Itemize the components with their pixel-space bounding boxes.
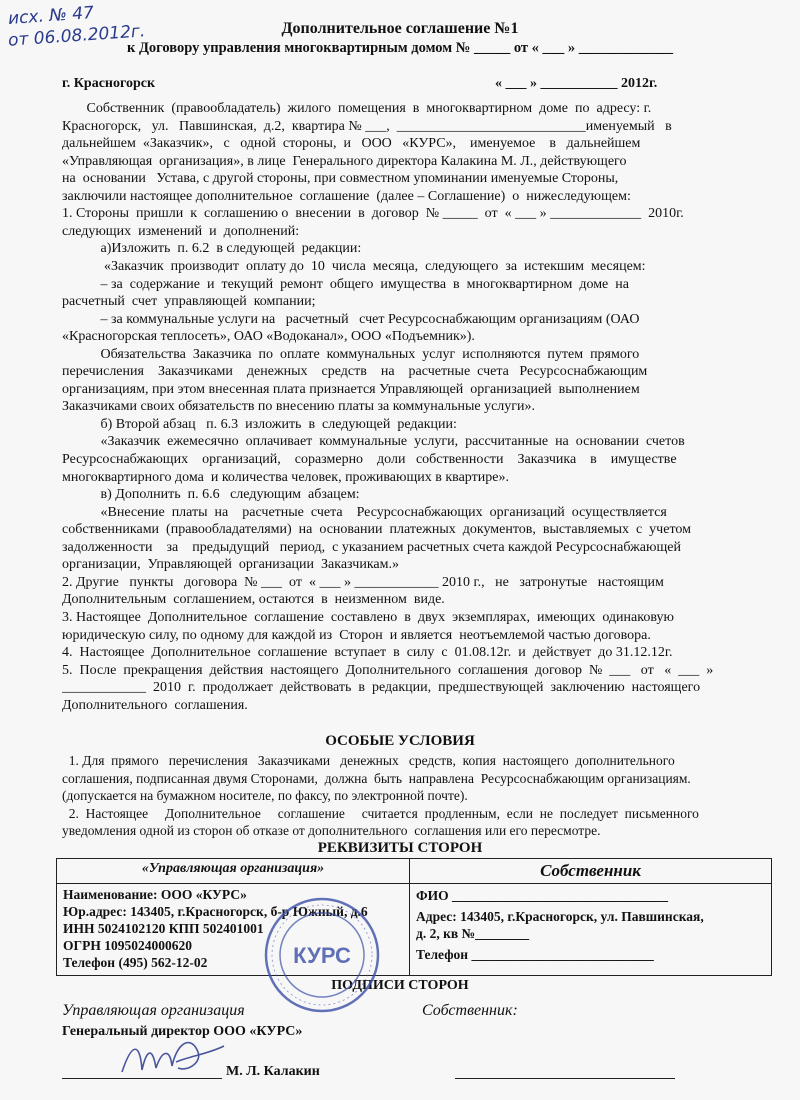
body-line: юридическую силу, по одному для каждой из Сторон и является неотъемлемой частью договора.: [62, 627, 651, 643]
special-line: 1. Для прямого перечисления Заказчиками денежных средств, копия настоящего дополнительного: [62, 753, 675, 768]
body-line: 4. Настоящее Дополнительное соглашение вступает в силу с 01.08.12г. и действует до 31.12.12г.: [62, 645, 673, 661]
document-title: Дополнительное соглашение №1: [281, 20, 519, 37]
body-line: 1. Стороны пришли к соглашению о внесении в договор № _____ от « ___ » _____________ 2010г.: [62, 206, 684, 222]
body-line: дальнейшем «Заказчик», с одной стороны, и ООО «КУРС», именуемое в дальнейшем: [62, 136, 641, 152]
body-line: Дополнительного соглашения.: [62, 697, 248, 713]
body-line: 2. Другие пункты договора № ___ от « ___ » ____________ 2010 г., не затронутые настоящим: [62, 574, 664, 590]
body-line: расчетный счет управляющей компании;: [62, 294, 316, 310]
body-line: Собственник (правообладатель) жилого помещения в многоквартирном доме по адресу: г.: [62, 101, 652, 116]
sign-right-title: Собственник:: [422, 1002, 518, 1019]
special-conditions-title: ОСОБЫЕ УСЛОВИЯ: [325, 733, 475, 749]
right-signature-line: [455, 1078, 675, 1079]
body-line: «Заказчик ежемесячно оплачивает коммунальные услуги, рассчитанные на основании счетов: [62, 434, 685, 450]
special-line: (допускается на бумажном носителе, по факсу, по электронной почте).: [62, 788, 468, 803]
table-header-management: «Управляющая организация»: [57, 859, 410, 884]
body-line: «Заказчик производит оплату до 10 числа месяца, следующего за истекшим месяцем:: [62, 258, 646, 274]
handwritten-outgoing-number: исх. № 47: [7, 3, 95, 29]
table-header-owner: Собственник: [410, 859, 772, 884]
body-line: заключили настоящее дополнительное соглашение (далее – Соглашение) о нижеследующем:: [62, 188, 631, 204]
document-subtitle: к Договору управления многоквартирным домом № _____ от « ___ » _____________: [126, 40, 674, 56]
body-line: организации, Управляющей организации Заказчикам.»: [62, 557, 399, 573]
owner-line: Телефон ___________________________: [416, 947, 654, 962]
owner-line: Адрес: 143405, г.Красногорск, ул. Павшинская,: [416, 909, 704, 924]
body-line: следующих изменений и дополнений:: [62, 223, 300, 239]
body-line: Дополнительным соглашением, остаются в неизменном виде.: [62, 592, 445, 608]
body-line: «Красногорская теплосеть», ОАО «Водоканал», ООО «Подъемник»).: [62, 329, 475, 345]
mgmt-line: ИНН 5024102120 КПП 502401001: [63, 921, 264, 936]
mgmt-line: Телефон (495) 562-12-02: [63, 955, 208, 970]
owner-requisites-cell: [410, 884, 772, 976]
mgmt-line: ОГРН 1095024000620: [63, 938, 192, 953]
requisites-table: [56, 858, 772, 976]
sign-left-title: Управляющая организация: [62, 1002, 245, 1019]
body-line: – за коммунальные услуги на расчетный счет Ресурсоснабжающим организациям (ОАО: [62, 311, 640, 327]
date-line: « ___ » ___________ 2012г.: [495, 76, 658, 91]
body-line: ____________ 2010 г. продолжает действовать в редакции, предшествующей заключению настоящего: [62, 680, 701, 696]
body-line: 5. После прекращения действия настоящего Дополнительного соглашения договор № ___ от « ___ »: [62, 662, 714, 678]
body-line: Заказчиками своих обязательств по внесению платы за коммунальные услуги».: [62, 399, 536, 415]
sign-left-name: М. Л. Калакин: [226, 1064, 320, 1079]
body-line: задолженности за предыдущий период, с указанием расчетных счета каждой Ресурсоснабжающей: [62, 539, 681, 555]
special-line: 2. Настоящее Дополнительное соглашение считается продленным, если не последует письменного: [62, 805, 699, 821]
body-line: в) Дополнить п. 6.6 следующим абзацем:: [62, 487, 360, 503]
handwritten-signature: [118, 1032, 228, 1082]
body-line: Обязательства Заказчика по оплате коммунальных услуг исполняются путем прямого: [62, 346, 640, 362]
body-line: Ресурсоснабжающих организаций, соразмерно доли собственности Заказчика в имуществе: [62, 452, 677, 467]
mgmt-line: Наименование: ООО «КУРС»: [63, 887, 247, 902]
body-line: перечисления Заказчиками денежных средств на расчетные счета Ресурсоснабжающим: [62, 364, 648, 380]
body-line: «Управляющая организация», в лице Генерального директора Калакина М. Л., действующего: [62, 153, 627, 169]
signatures-title: ПОДПИСИ СТОРОН: [331, 978, 469, 993]
special-line: соглашения, подписанная двумя Сторонами, должна быть направлена Ресурсоснабжающим организациям.: [62, 770, 691, 786]
body-line: «Внесение платы на расчетные счета Ресурсоснабжающих организаций осуществляется: [62, 504, 667, 520]
body-line: а)Изложить п. 6.2 в следующей редакции:: [62, 241, 362, 257]
mgmt-line: Юр.адрес: 143405, г.Красногорск, б-р Южный, д.6: [63, 904, 368, 919]
special-line: уведомления одной из сторон об отказе от дополнительного соглашения или его пересмотре.: [62, 823, 601, 838]
body-line: Красногорск, ул. Павшинская, д.2, квартира № ___, ___________________________именуемый в: [62, 118, 672, 134]
body-line: 3. Настоящее Дополнительное соглашение составлено в двух экземплярах, имеющих одинаковую: [62, 609, 674, 625]
body-line: собственниками (правообладателями) на основании платежных документов, выставляемых с учетом: [62, 522, 691, 538]
owner-line: д. 2, кв №________: [416, 926, 530, 941]
owner-line: ФИО ________________________________: [416, 888, 668, 903]
stamp-text: КУРС: [293, 943, 351, 968]
body-line: организациям, при этом внесенная плата признается Управляющей организацией выполнением: [62, 381, 640, 397]
requisites-title: РЕКВИЗИТЫ СТОРОН: [317, 840, 483, 856]
body-line: б) Второй абзац п. 6.3 изложить в следующей редакции:: [62, 416, 457, 432]
company-stamp: [262, 895, 382, 1015]
handwritten-outgoing-date: от 06.08.2012г.: [7, 21, 146, 51]
body-line: – за содержание и текущий ремонт общего имущества в многоквартирном доме на: [62, 276, 629, 292]
body-line: на основании Устава, с другой стороны, при совместном упоминании именуемые Стороны,: [62, 171, 619, 187]
sign-left-position: Генеральный директор ООО «КУРС»: [62, 1024, 303, 1039]
body-line: многоквартирного дома и количества человек, проживающих в квартире».: [62, 469, 509, 485]
city-label: г. Красногорск: [62, 76, 156, 91]
